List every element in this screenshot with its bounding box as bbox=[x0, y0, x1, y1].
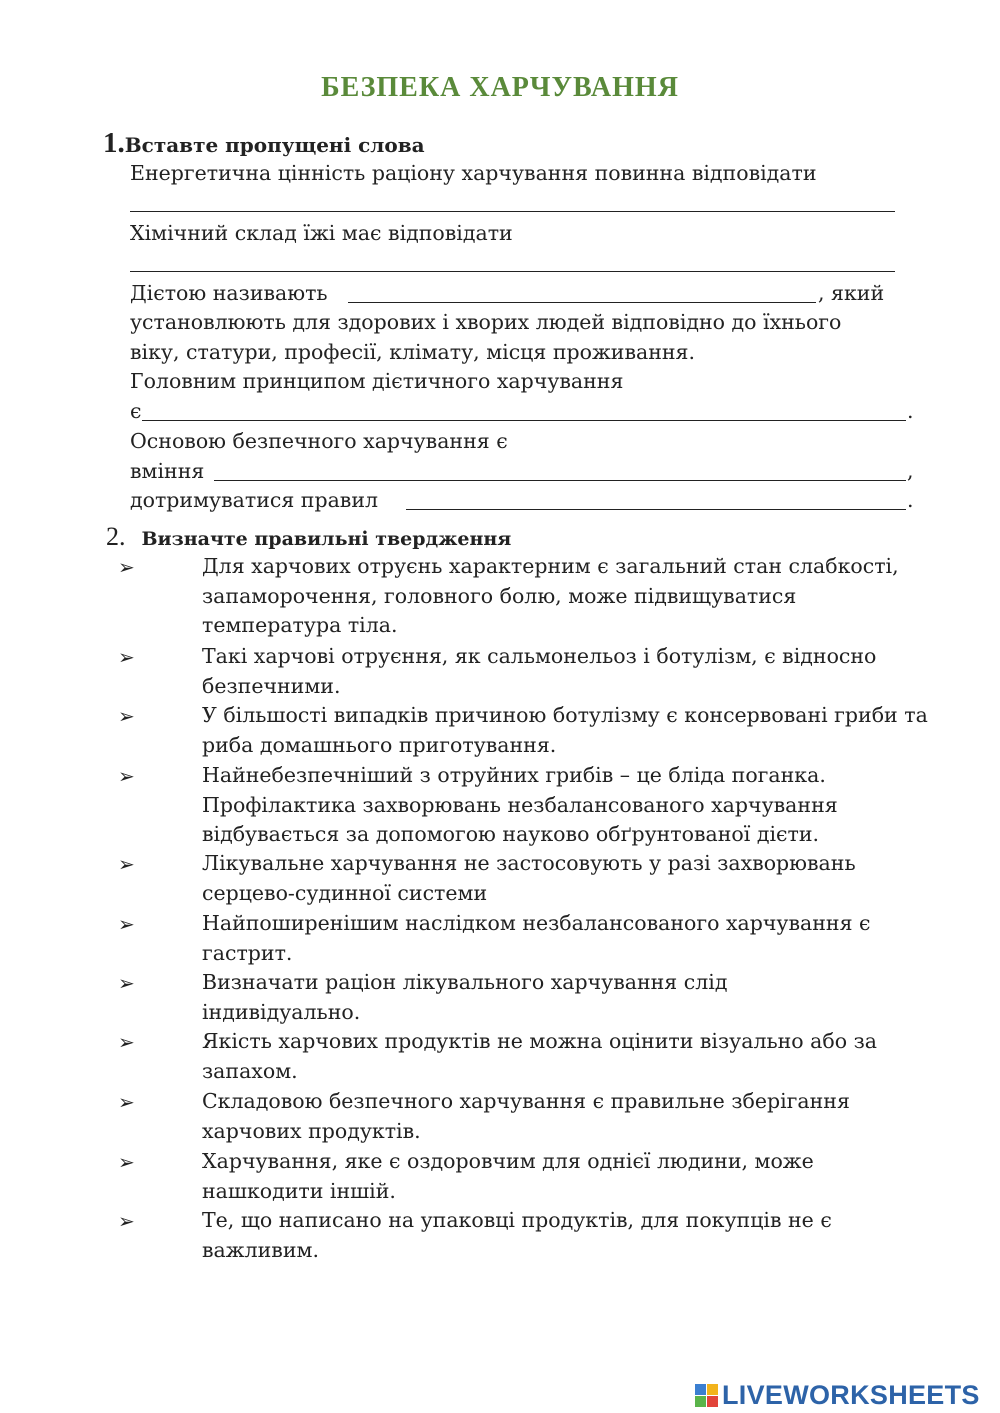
logo-text: LIVEWORKSHEETS bbox=[722, 1380, 980, 1410]
statement[interactable]: Визначати раціон лікувального харчування слід індивідуально. bbox=[202, 970, 728, 1024]
task1-line: є bbox=[130, 399, 142, 423]
task1-line: дотримуватися правил bbox=[130, 488, 379, 512]
task1-line: , bbox=[907, 459, 914, 483]
statement[interactable]: Харчування, яке є оздоровчим для однієї людини, може нашкодити іншій. bbox=[202, 1149, 814, 1203]
task1-header bbox=[103, 127, 425, 160]
bullet-icon: ➢ bbox=[118, 852, 135, 876]
statement[interactable]: У більшості випадків причиною ботулізму є консервовані гриби та риба домашнього приготування. bbox=[202, 703, 928, 757]
statement[interactable]: Лікувальне харчування не застосовують у разі захворювань серцево-судинної системи bbox=[202, 851, 856, 905]
task1-line: . bbox=[907, 399, 914, 423]
statement[interactable]: Найпоширенішим наслідком незбалансованого харчування є гастрит. bbox=[202, 911, 871, 965]
bullet-icon: ➢ bbox=[118, 1209, 135, 1233]
logo-mark-icon bbox=[695, 1384, 718, 1407]
statement[interactable]: Складовою безпечного харчування є правильне зберігання харчових продуктів. bbox=[202, 1089, 850, 1143]
task2-heading: Визначте правильні твердження bbox=[141, 528, 512, 550]
task1-line: установлюють для здорових і хворих людей відповідно до їхнього bbox=[130, 310, 842, 334]
bullet-icon: ➢ bbox=[118, 1150, 135, 1174]
liveworksheets-logo bbox=[695, 1380, 980, 1411]
answer-blank[interactable] bbox=[406, 509, 906, 510]
bullet-icon: ➢ bbox=[118, 1030, 135, 1054]
statement[interactable]: Якість харчових продуктів не можна оцінити візуально або за запахом. bbox=[202, 1029, 877, 1083]
task1-line: , який bbox=[818, 281, 885, 305]
bullet-icon: ➢ bbox=[118, 764, 135, 788]
task1-number: 1. bbox=[103, 127, 125, 159]
answer-blank[interactable] bbox=[348, 302, 816, 303]
bullet-icon: ➢ bbox=[118, 912, 135, 936]
bullet-icon: ➢ bbox=[118, 971, 135, 995]
statement[interactable]: Для харчових отруєнь характерним є загальний стан слабкості, запаморочення, головного болю, може підвищуватися температура тіла. bbox=[202, 554, 899, 638]
answer-blank[interactable] bbox=[142, 420, 906, 421]
task1-line: Енергетична цінність раціону харчування повинна відповідати bbox=[130, 161, 817, 185]
answer-blank[interactable] bbox=[130, 271, 895, 272]
task1-line: Дієтою називають bbox=[130, 281, 328, 305]
task1-line: Хімічний склад їжі має відповідати bbox=[130, 221, 513, 245]
task2-number: 2. bbox=[106, 522, 126, 551]
task2-header bbox=[106, 522, 511, 552]
statement[interactable]: Те, що написано на упаковці продуктів, для покупців не є важливим. bbox=[202, 1208, 832, 1262]
task1-line: . bbox=[907, 488, 914, 512]
task1-line: Головним принципом дієтичного харчування bbox=[130, 369, 624, 393]
bullet-icon: ➢ bbox=[118, 704, 135, 728]
bullet-icon: ➢ bbox=[118, 555, 135, 579]
statement[interactable]: Найнебезпечніший з отруйних грибів – це бліда поганка. Профілактика захворювань незбалансованого харчування відбувається за допомогою науково обґрунтованої дієти. bbox=[202, 763, 838, 847]
task1-line: Основою безпечного харчування є bbox=[130, 429, 508, 453]
task1-heading: Вставте пропущені слова bbox=[124, 133, 425, 157]
answer-blank[interactable] bbox=[214, 480, 906, 481]
task1-line: вміння bbox=[130, 459, 205, 483]
statement[interactable]: Такі харчові отруєння, як сальмонельоз і ботулізм, є відносно безпечними. bbox=[202, 644, 877, 698]
task1-line: віку, статури, професії, клімату, місця проживання. bbox=[130, 340, 696, 364]
bullet-icon: ➢ bbox=[118, 645, 135, 669]
answer-blank[interactable] bbox=[130, 211, 895, 212]
page-title: БЕЗПЕКА ХАРЧУВАННЯ bbox=[321, 72, 679, 103]
bullet-icon: ➢ bbox=[118, 1090, 135, 1114]
